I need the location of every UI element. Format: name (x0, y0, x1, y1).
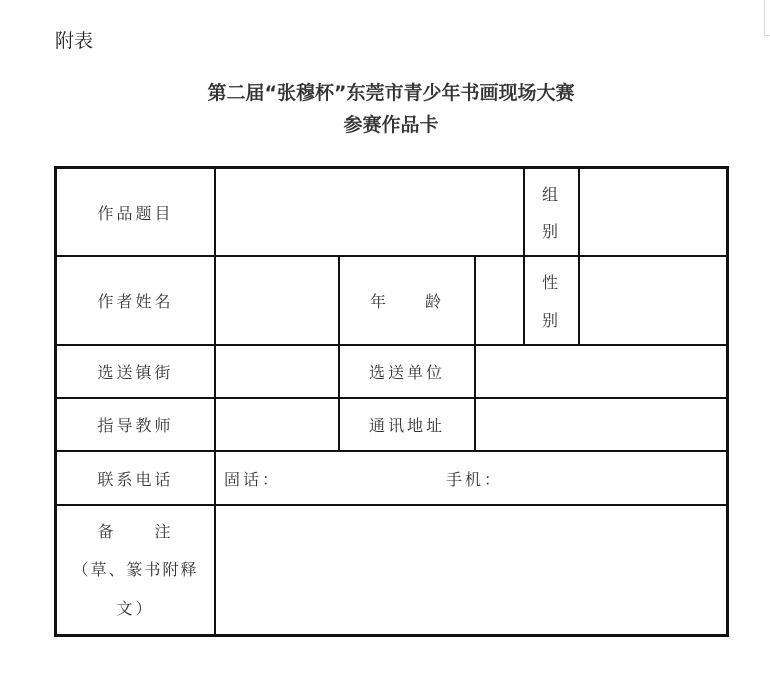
gender-label-char: 性 (541, 273, 561, 293)
landline-label: 固话： (224, 469, 282, 489)
page-corner-mark (764, 0, 770, 36)
unit-field[interactable] (476, 346, 726, 397)
teacher-field[interactable] (216, 399, 338, 450)
gender-label-char: 别 (541, 310, 561, 330)
group-field[interactable] (580, 169, 726, 255)
town-label: 选送镇街 (97, 363, 174, 382)
group-label-char: 别 (541, 222, 561, 241)
remark-label-line: 文） (116, 599, 155, 619)
age-label (340, 257, 474, 344)
work-title-field[interactable] (216, 169, 523, 255)
address-label: 通讯地址 (368, 416, 445, 435)
mobile-label: 手机： (446, 469, 504, 489)
author-name-field[interactable] (216, 257, 338, 344)
remark-label-line: 备 注 (97, 521, 174, 541)
work-title-label: 作品题目 (97, 203, 174, 223)
teacher-label: 指导教师 (97, 416, 174, 435)
remark-label (57, 506, 214, 634)
document-title: 第二届“张穆杯”东莞市青少年书画现场大赛 (207, 82, 575, 104)
gender-label (525, 257, 578, 344)
age-label-char: 龄 (424, 292, 444, 311)
author-name-label: 作者姓名 (97, 292, 174, 311)
age-label-char: 年 (370, 292, 390, 311)
age-field[interactable] (476, 257, 523, 344)
document-subtitle: 参赛作品卡 (343, 114, 439, 136)
gender-field[interactable] (580, 257, 726, 344)
group-label (525, 169, 578, 255)
phone-field-row (216, 452, 726, 504)
group-label-char: 组 (541, 185, 561, 204)
phone-label: 联系电话 (97, 469, 174, 489)
remark-field[interactable] (216, 506, 726, 634)
unit-label: 选送单位 (368, 363, 445, 382)
address-field[interactable] (476, 399, 726, 450)
remark-label-line: （草、篆书附释 (72, 560, 199, 580)
entry-form-table (54, 166, 729, 637)
appendix-label: 附表 (55, 30, 94, 52)
town-field[interactable] (216, 346, 338, 397)
